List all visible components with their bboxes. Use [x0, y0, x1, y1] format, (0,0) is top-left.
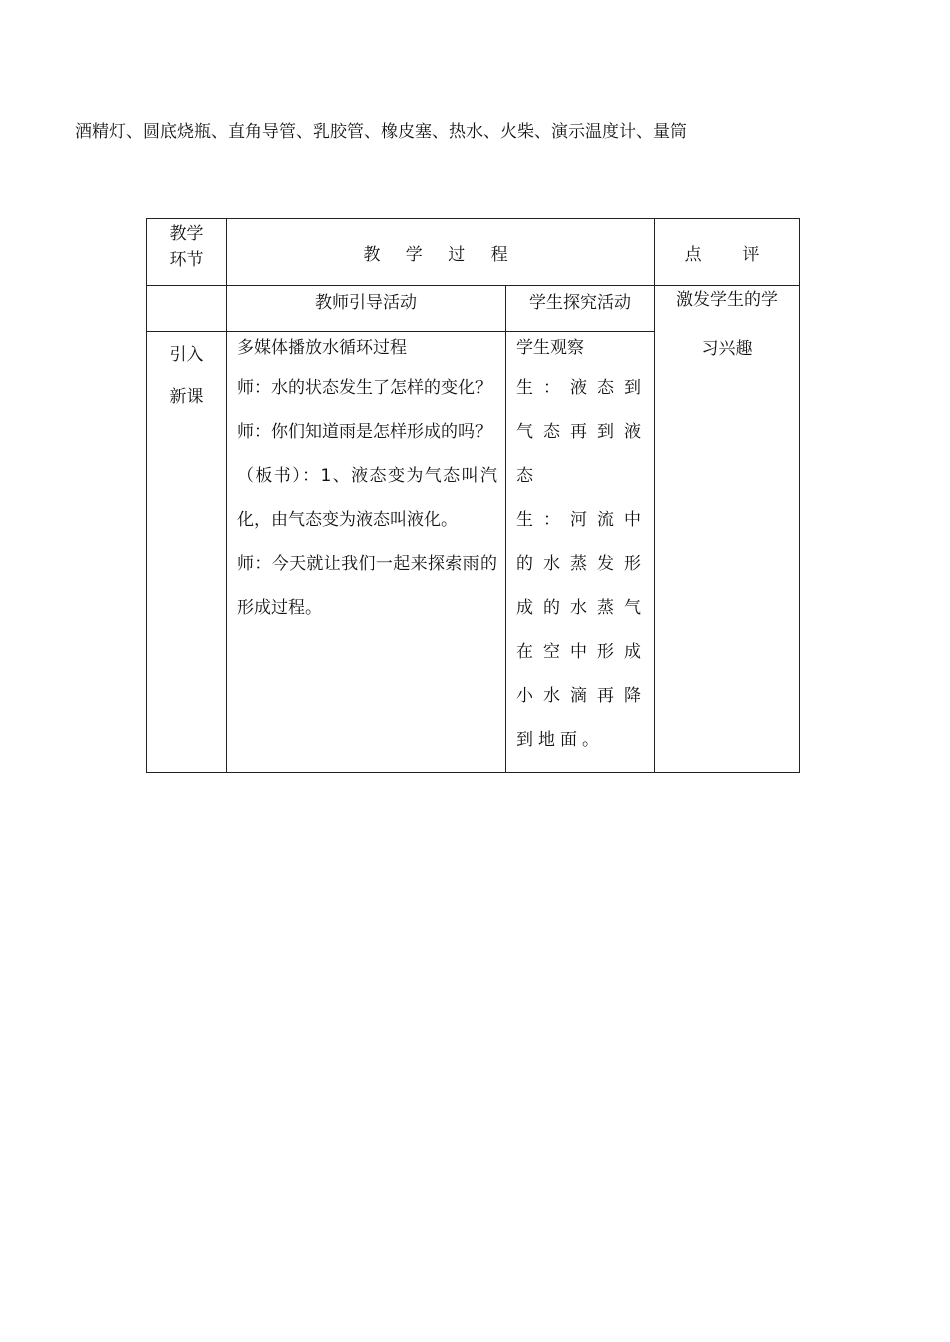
student-line: 生：液态到气态再到液态 [516, 378, 646, 486]
subheader-teacher-label: 教师引导活动 [315, 293, 417, 313]
comment-line1: 激发学生的学 [676, 290, 778, 310]
header-process-cell [227, 219, 655, 286]
subheader-row [147, 286, 800, 332]
header-stage-cell [147, 219, 227, 286]
lesson-table [146, 218, 800, 773]
student-activity-cell [506, 332, 655, 773]
teacher-activity-cell [227, 332, 506, 773]
header-comment-label: 点 评 [684, 244, 770, 265]
comment-cell [655, 286, 800, 773]
teacher-line: 多媒体播放水循环过程 [237, 338, 407, 358]
subheader-student-label: 学生探究活动 [529, 293, 631, 313]
student-line: 学生观察 [516, 338, 584, 358]
stage-line1: 引入 [169, 345, 204, 365]
header-process-label: 教 学 过 程 [363, 244, 518, 265]
subheader-teacher-cell [227, 286, 506, 332]
teacher-line: 师：水的状态发生了怎样的变化？ [237, 378, 492, 398]
header-stage-line2: 环节 [169, 250, 204, 270]
subheader-student-cell [506, 286, 655, 332]
teacher-line: 师：你们知道雨是怎样形成的吗？ [237, 422, 492, 442]
stage-cell [147, 332, 227, 773]
teacher-line: 师：今天就让我们一起来探索雨的形成过程。 [237, 554, 497, 618]
teacher-activity-list [227, 332, 505, 630]
stage-line2: 新课 [169, 387, 204, 407]
header-comment-cell [655, 219, 800, 286]
comment-line2: 习兴趣 [701, 339, 753, 359]
teacher-line: （板书）：1、液态变为气态叫汽化，由气态变为液态叫液化。 [237, 466, 497, 530]
header-stage-line1: 教学 [169, 224, 204, 244]
header-row [147, 219, 800, 286]
materials-list: 酒精灯、圆底烧瓶、直角导管、乳胶管、橡皮塞、热水、火柴、演示温度计、量筒 [75, 122, 687, 142]
subheader-empty-cell [147, 286, 227, 332]
student-line: 生：河流中的水蒸发形成的水蒸气在空中形成小水滴再降到地面。 [516, 510, 646, 750]
student-activity-list [506, 332, 654, 762]
